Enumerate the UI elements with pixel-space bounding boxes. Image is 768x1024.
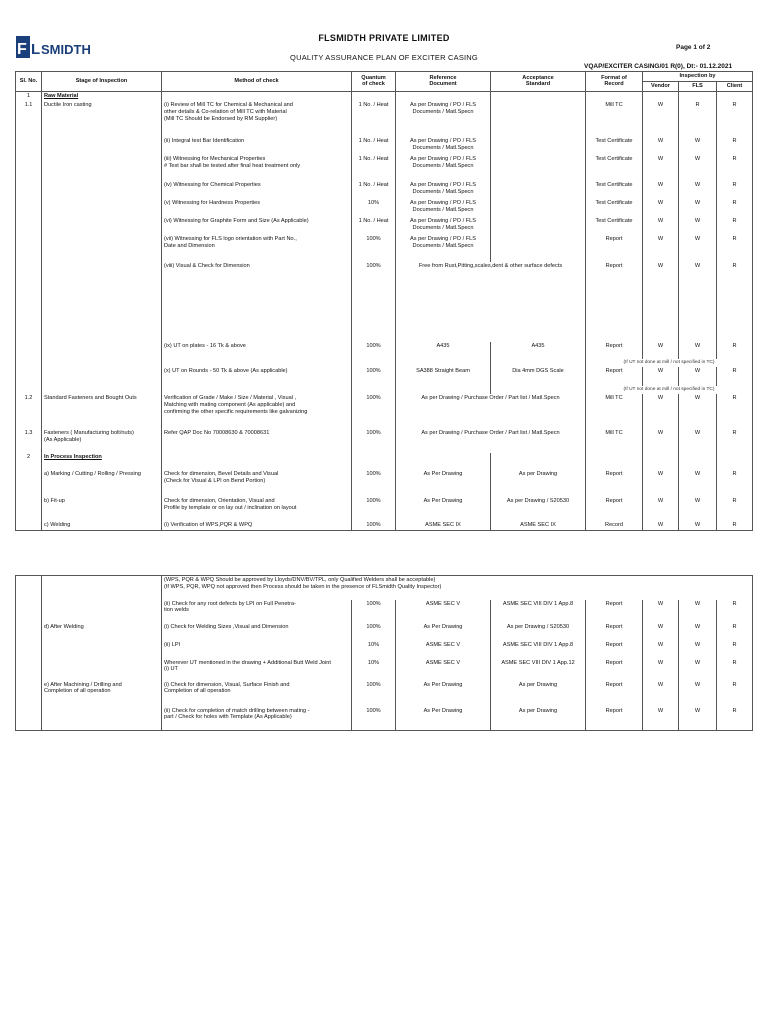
cell-vendor: W xyxy=(643,707,679,731)
cell-client: R xyxy=(717,217,753,235)
cell-stage: In Process Inspection xyxy=(42,453,162,470)
cell-stage: Ductile Iron casting xyxy=(42,101,162,137)
cell-format: Report xyxy=(586,342,643,359)
table-row xyxy=(16,497,753,521)
cell-acceptance xyxy=(491,181,586,199)
cell-reference: As per Drawing / PO / FLS Documents / Matl.Specn xyxy=(396,101,491,137)
cell-vendor: W xyxy=(643,681,679,707)
cell-stage xyxy=(42,576,162,600)
cell-vendor: W xyxy=(643,600,679,623)
cell-client: R xyxy=(717,681,753,707)
cell-sl-no xyxy=(16,659,42,681)
note-row xyxy=(16,386,753,394)
cell-quantum: 100% xyxy=(352,262,396,342)
cell-sl-no: 1.3 xyxy=(16,429,42,453)
cell-format: Test Certificate xyxy=(586,137,643,155)
cell-client: R xyxy=(717,101,753,137)
cell-stage: d) After Welding xyxy=(42,623,162,641)
note-spacer xyxy=(396,386,491,394)
cell-stage xyxy=(42,342,162,359)
cell-quantum: 100% xyxy=(352,623,396,641)
cell-stage xyxy=(42,137,162,155)
cell-acceptance: As per Drawing xyxy=(491,681,586,707)
cell-quantum: 100% xyxy=(352,600,396,623)
cell-format: Report xyxy=(586,367,643,386)
cell-sl-no xyxy=(16,137,42,155)
cell-reference: As per Drawing / PO / FLS Documents / Matl.Specn xyxy=(396,137,491,155)
cell-acceptance xyxy=(491,137,586,155)
ut-note: (If UT not done at mill / not specified in TC) xyxy=(586,386,753,394)
cell-fls: W xyxy=(679,217,717,235)
cell-quantum: 100% xyxy=(352,470,396,497)
cell-reference: As per Drawing / PO / FLS Documents / Matl.Specn xyxy=(396,235,491,262)
cell-acceptance xyxy=(491,217,586,235)
cell-format: Report xyxy=(586,497,643,521)
cell-method: (WPS, PQR & WPQ Should be approved by Lloyds/DNV/BV/TPL, only Qualified Welders shall be acceptable) (If WPS, PQR, WPQ not approved then Process should be taken in the presence of FLSmidth Quality Inspector) xyxy=(162,576,753,600)
qap-table-part2 xyxy=(15,575,753,731)
col-format: Format of Record xyxy=(586,72,643,92)
cell-acceptance: A435 xyxy=(491,342,586,359)
note-spacer xyxy=(352,386,396,394)
note-spacer xyxy=(396,359,491,367)
cell-format: Test Certificate xyxy=(586,181,643,199)
cell-format: Report xyxy=(586,641,643,659)
cell-format: Test Certificate xyxy=(586,155,643,181)
company-name: FLSMIDTH PRIVATE LIMITED xyxy=(318,33,450,43)
cell-quantum: 10% xyxy=(352,199,396,217)
cell-sl-no xyxy=(16,235,42,262)
cell-format: Record xyxy=(586,521,643,531)
document-number: VQAP/EXCITER CASING/01 R(0), Dt:- 01.12.2021 xyxy=(584,63,733,70)
cell-reference: As Per Drawing xyxy=(396,681,491,707)
cell-method: (i) Verification of WPS,PQR & WPQ xyxy=(162,521,352,531)
note-spacer xyxy=(16,386,42,394)
cell-fls: R xyxy=(679,101,717,137)
table-row xyxy=(16,367,753,386)
cell-stage xyxy=(42,199,162,217)
cell-fls: W xyxy=(679,681,717,707)
cell-client: R xyxy=(717,394,753,429)
cell-quantum xyxy=(352,91,396,100)
table-row xyxy=(16,576,753,600)
cell-client: R xyxy=(717,470,753,497)
table-row xyxy=(16,641,753,659)
cell-client: R xyxy=(717,137,753,155)
cell-acceptance xyxy=(491,155,586,181)
cell-method: (v) Witnessing for Hardness Properties xyxy=(162,199,352,217)
cell-fls: W xyxy=(679,367,717,386)
cell-fls: W xyxy=(679,199,717,217)
table-row xyxy=(16,394,753,429)
cell-client: R xyxy=(717,199,753,217)
table-row xyxy=(16,91,753,100)
cell-vendor: W xyxy=(643,470,679,497)
cell-acceptance xyxy=(491,101,586,137)
col-acceptance: Acceptance Standard xyxy=(491,72,586,92)
cell-sl-no: 2 xyxy=(16,453,42,470)
cell-vendor: W xyxy=(643,367,679,386)
cell-acceptance xyxy=(491,453,586,470)
cell-reference: ASME SEC V xyxy=(396,641,491,659)
table-row xyxy=(16,199,753,217)
cell-reference: SA388 Straight Beam xyxy=(396,367,491,386)
cell-client xyxy=(717,91,753,100)
col-reference: Reference Document xyxy=(396,72,491,92)
cell-reference xyxy=(396,453,491,470)
cell-fls: W xyxy=(679,470,717,497)
cell-format: Report xyxy=(586,681,643,707)
cell-method: (ii) LPI xyxy=(162,641,352,659)
col-stage: Stage of Inspection xyxy=(42,72,162,92)
cell-sl-no xyxy=(16,521,42,531)
cell-acceptance xyxy=(491,91,586,100)
cell-sl-no xyxy=(16,262,42,342)
cell-reference: As Per Drawing xyxy=(396,623,491,641)
cell-quantum: 10% xyxy=(352,659,396,681)
cell-client: R xyxy=(717,497,753,521)
cell-reference: ASME SEC IX xyxy=(396,521,491,531)
cell-sl-no xyxy=(16,497,42,521)
cell-method: (ii) Check for any root defects by LPI on Full Penetra- tion welds xyxy=(162,600,352,623)
cell-sl-no xyxy=(16,600,42,623)
qap-table-part1 xyxy=(15,71,753,531)
col-method: Method of check xyxy=(162,72,352,92)
cell-method: (iii) Witnessing for Mechanical Properties # Test bar shall be tested after final heat treatment only xyxy=(162,155,352,181)
cell-acceptance: Dia 4mm DGS Scale xyxy=(491,367,586,386)
cell-sl-no xyxy=(16,155,42,181)
cell-vendor: W xyxy=(643,262,679,342)
cell-fls: W xyxy=(679,262,717,342)
cell-acceptance: As per Drawing xyxy=(491,470,586,497)
cell-format xyxy=(586,453,643,470)
cell-stage xyxy=(42,707,162,731)
note-spacer xyxy=(42,386,162,394)
cell-stage xyxy=(42,235,162,262)
cell-format: Report xyxy=(586,623,643,641)
cell-reference: As Per Drawing xyxy=(396,470,491,497)
note-spacer xyxy=(491,386,586,394)
svg-text:SMIDTH: SMIDTH xyxy=(41,42,91,57)
cell-stage: e) After Machining / Drilling and Completion of all operation xyxy=(42,681,162,707)
cell-client: R xyxy=(717,659,753,681)
col-inspection-by: Inspection by xyxy=(643,72,753,82)
cell-format: Mill TC xyxy=(586,394,643,429)
cell-quantum: 1 No. / Heat xyxy=(352,217,396,235)
table-header-row xyxy=(16,72,753,82)
table-row xyxy=(16,521,753,531)
cell-sl-no xyxy=(16,576,42,600)
table-row xyxy=(16,155,753,181)
cell-method: (vii) Witnessing for FLS logo orientation with Part No., Date and Dimension xyxy=(162,235,352,262)
cell-fls: W xyxy=(679,429,717,453)
cell-reference: Free from Rust,Pitting,scales,dent & other surface defects xyxy=(396,262,586,342)
cell-vendor: W xyxy=(643,659,679,681)
cell-vendor: W xyxy=(643,641,679,659)
cell-quantum: 1 No. / Heat xyxy=(352,101,396,137)
table-row xyxy=(16,181,753,199)
cell-acceptance: As per Drawing xyxy=(491,707,586,731)
cell-format: Report xyxy=(586,470,643,497)
cell-quantum: 100% xyxy=(352,707,396,731)
cell-acceptance: ASME SEC VIII DIV 1 App.12 xyxy=(491,659,586,681)
cell-vendor: W xyxy=(643,137,679,155)
cell-method xyxy=(162,91,352,100)
cell-client: R xyxy=(717,521,753,531)
cell-stage: Fasteners ( Manufacturing bolt/nuts) (As Applicable) xyxy=(42,429,162,453)
cell-stage xyxy=(42,600,162,623)
cell-vendor: W xyxy=(643,394,679,429)
cell-format: Report xyxy=(586,235,643,262)
cell-quantum: 1 No. / Heat xyxy=(352,137,396,155)
cell-method: (ii) Check for completion of match drilling between mating - part / Check for holes with Template (As Applicable) xyxy=(162,707,352,731)
cell-fls: W xyxy=(679,181,717,199)
cell-acceptance: As per Drawing / S20530 xyxy=(491,623,586,641)
cell-client: R xyxy=(717,707,753,731)
cell-method: (x) UT on Rounds - 50 Tk & above (As applicable) xyxy=(162,367,352,386)
col-quantum: Quantum of check xyxy=(352,72,396,92)
cell-sl-no: 1.1 xyxy=(16,101,42,137)
cell-method: (viii) Visual & Check for Dimension xyxy=(162,262,352,342)
cell-quantum: 1 No. / Heat xyxy=(352,181,396,199)
cell-stage xyxy=(42,367,162,386)
cell-format: Mill TC xyxy=(586,101,643,137)
cell-vendor: W xyxy=(643,342,679,359)
cell-reference: As per Drawing / PO / FLS Documents / Matl.Specn xyxy=(396,155,491,181)
cell-fls: W xyxy=(679,521,717,531)
cell-client: R xyxy=(717,641,753,659)
cell-quantum: 100% xyxy=(352,342,396,359)
cell-method: Verification of Grade / Make / Size / Material , Visual , Matching with mating component (As applicable) and confirming the other specific requirements like galvanizing xyxy=(162,394,352,429)
cell-reference: ASME SEC V xyxy=(396,600,491,623)
cell-vendor: W xyxy=(643,101,679,137)
cell-fls: W xyxy=(679,600,717,623)
cell-client: R xyxy=(717,262,753,342)
cell-stage xyxy=(42,155,162,181)
note-spacer xyxy=(16,359,42,367)
cell-method: (i) Check for dimension, Visual, Surface Finish and Completion of all operation xyxy=(162,681,352,707)
table-row xyxy=(16,429,753,453)
cell-stage: c) Welding xyxy=(42,521,162,531)
cell-vendor: W xyxy=(643,429,679,453)
cell-format: Report xyxy=(586,659,643,681)
cell-sl-no: 1 xyxy=(16,91,42,100)
cell-vendor: W xyxy=(643,155,679,181)
cell-method: Check for dimension, Orientation, Visual and Profile by template or on lay out / inclination on layout xyxy=(162,497,352,521)
col-fls: FLS xyxy=(679,81,717,91)
cell-sl-no xyxy=(16,199,42,217)
cell-fls: W xyxy=(679,707,717,731)
cell-quantum: 100% xyxy=(352,521,396,531)
cell-stage xyxy=(42,659,162,681)
cell-method: Wherever UT mentioned in the drawing + Additional Butt Weld Joint (i) UT xyxy=(162,659,352,681)
cell-method: Check for dimension, Bevel Details and Visual (Check for Visual & LPI on Bend Portion) xyxy=(162,470,352,497)
cell-acceptance xyxy=(491,235,586,262)
cell-stage: Standard Fasteners and Bought Outs xyxy=(42,394,162,429)
cell-fls: W xyxy=(679,342,717,359)
cell-sl-no xyxy=(16,641,42,659)
cell-fls: W xyxy=(679,394,717,429)
plan-title: QUALITY ASSURANCE PLAN OF EXCITER CASING xyxy=(290,53,478,62)
cell-reference: As per Drawing / Purchase Order / Part list / Matl.Specn xyxy=(396,394,586,429)
ut-note: (If UT not done at mill / not specified in TC) xyxy=(586,359,753,367)
cell-reference: As Per Drawing xyxy=(396,497,491,521)
cell-sl-no xyxy=(16,367,42,386)
cell-method: (ii) Integral test Bar Identification xyxy=(162,137,352,155)
cell-format: Test Certificate xyxy=(586,199,643,217)
cell-fls xyxy=(679,453,717,470)
cell-sl-no xyxy=(16,181,42,199)
cell-client xyxy=(717,453,753,470)
note-spacer xyxy=(352,359,396,367)
cell-acceptance: As per Drawing / S20530 xyxy=(491,497,586,521)
cell-fls xyxy=(679,91,717,100)
cell-method: (i) Review of Mill TC for Chemical & Mechanical and other details & Co-relation of Mill TC with Material (Mill TC Should be Endorsed by RM Supplier) xyxy=(162,101,352,137)
cell-vendor: W xyxy=(643,623,679,641)
cell-acceptance: ASME SEC IX xyxy=(491,521,586,531)
table-row xyxy=(16,707,753,731)
page-number: Page 1 of 2 xyxy=(676,44,711,51)
cell-fls: W xyxy=(679,137,717,155)
cell-sl-no xyxy=(16,623,42,641)
table-row xyxy=(16,262,753,342)
cell-sl-no: 1.2 xyxy=(16,394,42,429)
table-row xyxy=(16,453,753,470)
table-row xyxy=(16,681,753,707)
table-row xyxy=(16,342,753,359)
note-spacer xyxy=(42,359,162,367)
table-row xyxy=(16,623,753,641)
svg-text:F: F xyxy=(17,41,27,58)
table-row xyxy=(16,235,753,262)
cell-method: (ix) UT on plates - 16 Tk & above xyxy=(162,342,352,359)
cell-quantum: 100% xyxy=(352,681,396,707)
cell-fls: W xyxy=(679,623,717,641)
cell-method: (vi) Witnessing for Graphite Form and Size (As Applicable) xyxy=(162,217,352,235)
cell-vendor: W xyxy=(643,497,679,521)
cell-client: R xyxy=(717,429,753,453)
cell-vendor: W xyxy=(643,217,679,235)
table-row xyxy=(16,137,753,155)
cell-reference xyxy=(396,91,491,100)
cell-fls: W xyxy=(679,659,717,681)
cell-quantum: 100% xyxy=(352,235,396,262)
cell-method: Refer QAP Doc No 70008630 & 70008631 xyxy=(162,429,352,453)
cell-client: R xyxy=(717,181,753,199)
cell-reference: As per Drawing / PO / FLS Documents / Matl.Specn xyxy=(396,217,491,235)
cell-reference: As Per Drawing xyxy=(396,707,491,731)
cell-reference: ASME SEC V xyxy=(396,659,491,681)
table-row xyxy=(16,101,753,137)
cell-reference: As per Drawing / PO / FLS Documents / Matl.Specn xyxy=(396,181,491,199)
table-row xyxy=(16,659,753,681)
cell-method: (iv) Witnessing for Chemical Properties xyxy=(162,181,352,199)
cell-method: (i) Check for Welding Sizes ,Visual and Dimension xyxy=(162,623,352,641)
col-client: Client xyxy=(717,81,753,91)
cell-quantum: 100% xyxy=(352,497,396,521)
cell-format: Report xyxy=(586,707,643,731)
cell-fls: W xyxy=(679,641,717,659)
cell-reference: A435 xyxy=(396,342,491,359)
cell-sl-no xyxy=(16,707,42,731)
cell-vendor xyxy=(643,91,679,100)
cell-vendor: W xyxy=(643,521,679,531)
note-spacer xyxy=(162,386,352,394)
cell-sl-no xyxy=(16,217,42,235)
cell-reference: As per Drawing / Purchase Order / Part list / Matl.Specn xyxy=(396,429,586,453)
cell-format: Report xyxy=(586,262,643,342)
cell-stage: Raw Material xyxy=(42,91,162,100)
cell-vendor: W xyxy=(643,181,679,199)
cell-reference: As per Drawing / PO / FLS Documents / Matl.Specn xyxy=(396,199,491,217)
cell-quantum: 10% xyxy=(352,641,396,659)
cell-format xyxy=(586,91,643,100)
cell-method xyxy=(162,453,352,470)
cell-quantum: 100% xyxy=(352,429,396,453)
cell-acceptance: ASME SEC VIII DIV 1 App.8 xyxy=(491,600,586,623)
cell-sl-no xyxy=(16,470,42,497)
cell-fls: W xyxy=(679,497,717,521)
table-row xyxy=(16,217,753,235)
cell-client: R xyxy=(717,623,753,641)
cell-stage: b) Fit-up xyxy=(42,497,162,521)
svg-text:L: L xyxy=(31,41,41,58)
cell-quantum: 100% xyxy=(352,367,396,386)
cell-client: R xyxy=(717,342,753,359)
note-row xyxy=(16,359,753,367)
cell-vendor: W xyxy=(643,235,679,262)
cell-fls: W xyxy=(679,155,717,181)
cell-stage xyxy=(42,641,162,659)
cell-client: R xyxy=(717,367,753,386)
note-spacer xyxy=(491,359,586,367)
cell-quantum: 1 No. / Heat xyxy=(352,155,396,181)
cell-format: Report xyxy=(586,600,643,623)
cell-vendor: W xyxy=(643,199,679,217)
cell-vendor xyxy=(643,453,679,470)
cell-stage xyxy=(42,262,162,342)
cell-client: R xyxy=(717,235,753,262)
cell-sl-no xyxy=(16,681,42,707)
cell-client: R xyxy=(717,155,753,181)
cell-sl-no xyxy=(16,342,42,359)
cell-format: Mill TC xyxy=(586,429,643,453)
cell-client: R xyxy=(717,600,753,623)
cell-acceptance: ASME SEC VIII DIV 1 App.8 xyxy=(491,641,586,659)
cell-stage: a) Marking / Cutting / Rolling / Pressing xyxy=(42,470,162,497)
cell-acceptance xyxy=(491,199,586,217)
cell-stage xyxy=(42,217,162,235)
table-row xyxy=(16,600,753,623)
cell-quantum xyxy=(352,453,396,470)
table-row xyxy=(16,470,753,497)
note-spacer xyxy=(162,359,352,367)
col-vendor: Vendor xyxy=(643,81,679,91)
cell-quantum: 100% xyxy=(352,394,396,429)
col-sl: Sl. No. xyxy=(16,72,42,92)
cell-format: Test Certificate xyxy=(586,217,643,235)
cell-fls: W xyxy=(679,235,717,262)
cell-stage xyxy=(42,181,162,199)
